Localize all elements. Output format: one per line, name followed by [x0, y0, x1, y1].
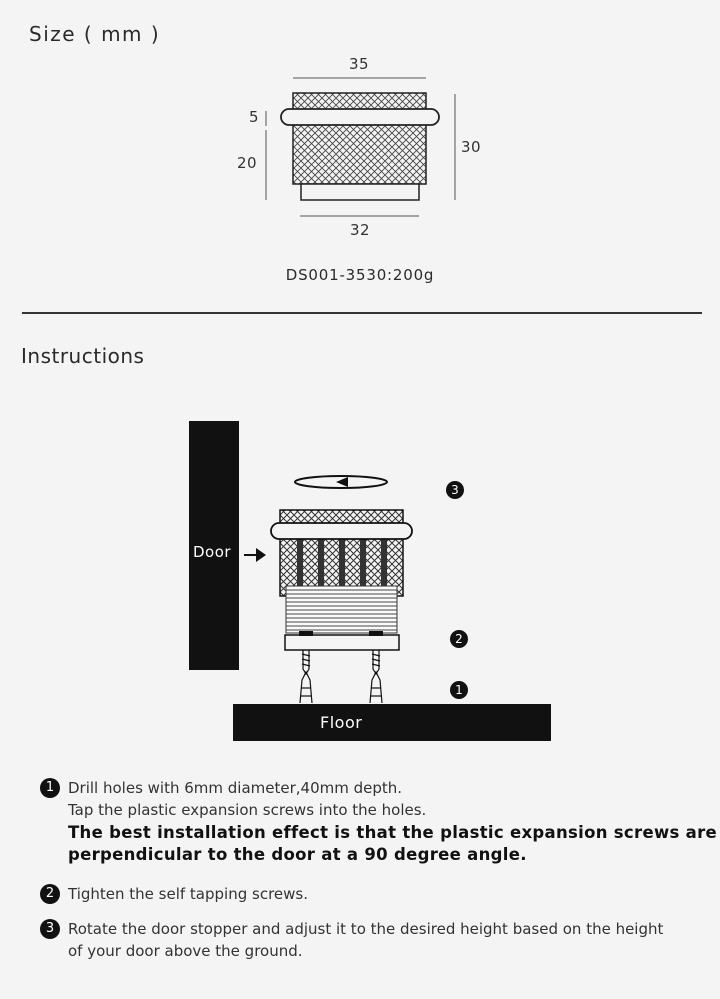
section-divider	[22, 312, 702, 314]
marker-2: 2	[450, 630, 468, 648]
step-3-line-1: Rotate the door stopper and adjust it to the desired height based on the height	[68, 920, 664, 938]
step-1-number: 1	[40, 778, 60, 798]
step-2-text: Tighten the self tapping screws.	[68, 885, 308, 903]
marker-3: 3	[446, 481, 464, 499]
step-1-line-1: Drill holes with 6mm diameter,40mm depth.	[68, 779, 403, 797]
model-weight-label: DS001-3530:200g	[285, 266, 435, 284]
door-label: Door	[193, 543, 232, 561]
dim-left-small-label: 5	[249, 108, 260, 126]
step-1-line-2: Tap the plastic expansion screws into the holes.	[68, 801, 427, 819]
dim-left-label: 20	[237, 154, 258, 172]
step-1-text	[68, 777, 717, 866]
marker-1: 1	[450, 681, 468, 699]
floor-label: Floor	[320, 713, 363, 732]
step-1-bold-line-1: The best installation effect is that the plastic expansion screws are	[68, 823, 718, 842]
step-2-number: 2	[40, 884, 60, 904]
step-3-text	[68, 918, 663, 962]
size-heading: Size ( mm )	[29, 22, 161, 46]
dim-top-label: 35	[349, 55, 370, 73]
instructions-heading: Instructions	[21, 344, 145, 368]
dim-right-label: 30	[461, 138, 482, 156]
step-3-number: 3	[40, 919, 60, 939]
installation-illustration	[0, 410, 720, 755]
dim-bottom-label: 32	[350, 221, 371, 239]
step-1-bold-line-2: perpendicular to the door at a 90 degree angle.	[68, 845, 527, 864]
step-3-line-2: of your door above the ground.	[68, 942, 303, 960]
